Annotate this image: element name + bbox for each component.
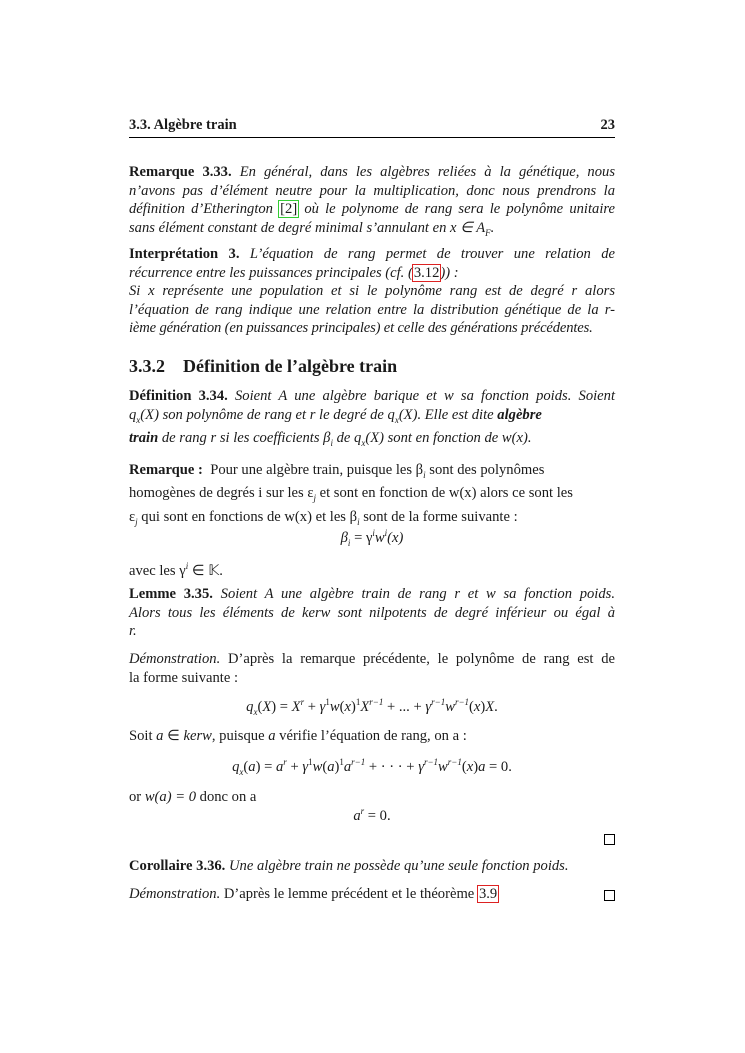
lemma-3-35-line3: r. [129,623,137,639]
equation-beta [129,528,615,548]
equation-ar: $a^r = 0$. [353,806,391,824]
or-rest: donc on a [196,789,257,805]
remark-line2-b: et sont en fonction de w(x) alors ce sont les [315,485,573,502]
remark-sub-j: j [313,493,316,504]
eq-beta-sub: i [347,537,351,548]
definition-3-34-line1: Soient A une algèbre barique et w sa fonction poids. Soient [235,388,616,404]
def-sub-i: i [330,437,333,448]
soit-in: ∈ [163,728,184,744]
section-heading [129,356,615,377]
section-title: Définition de l’algèbre train [183,356,398,376]
or-text: or [129,789,145,805]
interpretation-3 [129,245,615,338]
soit-post: vérifie l’équation de rang, on a : [275,728,467,744]
def-line3-b: de q [332,429,362,446]
remark-line2: homogènes de degrés i sur les ε [129,485,314,502]
remark-label: Remarque : [129,462,203,478]
lemma-3-35 [129,585,615,641]
remark-line3-c: sont de la forme suivante : [359,508,518,525]
def-line2-b: (X) son polynôme de rang et r le degré de q [140,406,395,423]
definition-3-34-label: Définition 3.34. [129,388,228,404]
eq-beta-rhs: (x) [387,529,404,546]
eq-beta-eq: = γ [350,529,373,546]
remark-line1-b: sont des polynômes [425,462,545,478]
interpretation-3-line3: Si x représente une population et si le polynôme rang est de degré r alors [129,283,615,299]
eq-beta-sup1: i [372,528,375,538]
soit-pre: Soit [129,728,157,744]
soit-kerw: kerw [183,728,212,744]
avec-sup: i [185,561,189,571]
corollary-3-36-label: Corollaire 3.36. [129,858,226,874]
lemma-3-35-line2: Alors tous les éléments de kerw sont nilpotents de degré inférieur ou égal à [129,604,615,621]
proof-1-label: Démonstration. [129,651,221,667]
or-line [129,788,615,807]
corollary-3-36-text: Une algèbre train ne possède qu’une seule fonction poids. [229,858,569,874]
def-sub-x3: x [361,437,366,448]
interpretation-3-label: Interprétation 3. [129,246,240,262]
soit-mid: , puisque [211,728,269,744]
remark-3-33-line3b: où le polynome de rang sera le polynôme unitaire [304,201,615,217]
lemma-3-35-line1: Soient A une algèbre train de rang r et w sa fonction poids. [220,586,615,602]
remark-line1: Pour une algèbre train, puisque les β [210,462,424,478]
header-section-title: 3.3. Algèbre train [129,117,237,133]
proof-1-line2: la forme suivante : [129,669,239,686]
soit-line [129,727,615,746]
or-w: w(a) = 0 [144,789,197,805]
corollary-3-36 [129,857,615,876]
def-term-algebre: algèbre [497,406,542,423]
avec-rest: ∈ 𝕂. [188,562,223,579]
equation-qx: $q_x(X) = X^r + \gamma^1w(x)^1X^{r-1}$ + ... + $\gamma^{r-1}w^{r-1}(x)X$. [246,697,498,717]
remark-line3: ε [129,508,136,525]
remark-sub-j2: j [135,516,138,527]
theorem-ref-3-9[interactable]: 3.9 [478,886,498,902]
interpretation-3-line4: l’équation de rang indique une relation entre la distribution génétique de la r- [129,301,615,318]
def-line3-a: de rang r si les coefficients β [161,429,331,446]
remark-3-33 [129,163,615,242]
remark-3-33-line1: En général, dans les algèbres reliées à la génétique, nous [239,164,615,180]
def-line3-c: (X) sont en fonction de w(x). [365,429,532,446]
eq-beta-lhs: β [340,529,348,546]
def-term-train: train [129,429,159,446]
citation-link-2[interactable]: [2] [280,201,298,217]
soit-a2: a [268,728,276,744]
remark-3-33-line2: n’avons pas d’élément neutre pour la multiplication, donc nous prendrons la [129,182,615,199]
eq-beta-sup2: i [384,528,388,538]
proof-2-label: Démonstration. [129,886,221,902]
remark-3-33-label: Remarque 3.33. [129,164,232,180]
soit-a: a [156,728,164,744]
proof-1-line1: D’après la remarque précédente, le polynôme de rang est de [227,651,615,667]
proof-2 [129,885,615,904]
section-number: 3.3.2 [129,356,165,376]
eq-beta-w: w [374,529,385,546]
interpretation-3-line5: ième génération (en puissances principales) et celle des générations précédentes. [129,320,593,336]
interpretation-3-line2-post: )) : [440,264,459,281]
remark-line3-b: qui sont en fonctions de w(x) et les β [137,508,358,525]
remark-3-33-line4: sans élément constant de degré minimal s’annulant en x ∈ A [129,219,486,236]
remark-3-33-period: . [490,219,495,236]
qed-box-2 [604,890,615,901]
equation-ref-3-12[interactable]: 3.12 [413,264,440,281]
qed-box-1 [604,834,615,845]
definition-3-34 [129,387,615,452]
interpretation-3-line1: L’équation de rang permet de trouver une relation de [249,246,615,262]
remark-plain [129,461,615,531]
interpretation-3-line2-pre: récurrence entre les puissances principales (cf. ( [129,264,413,281]
def-sub-x2: x [394,414,399,425]
remark-sub-i: i [423,469,426,480]
proof-2-text: D’après le lemme précédent et le théorème [223,886,475,902]
lemma-3-35-label: Lemme 3.35. [129,586,213,602]
remark-3-33-sub-f: F [485,227,491,238]
avec-line [129,557,615,580]
equation-qa: $q_x(a) = a^r + \gamma^1w(a)^1a^{r-1}$ + · · · + $\gamma^{r-1}w^{r-1}(x)a = 0$. [232,757,512,777]
def-q: q [129,406,137,423]
proof-1 [129,650,615,687]
def-sub-x: x [136,414,141,425]
header-page-number: 23 [600,117,615,133]
remark-3-33-line3a: définition d’Etherington [129,201,273,217]
running-header [129,117,615,138]
def-line2-c: (X). Elle est dite [398,406,494,423]
avec-text: avec les γ [129,562,186,579]
remark-sub-i2: i [357,516,360,527]
